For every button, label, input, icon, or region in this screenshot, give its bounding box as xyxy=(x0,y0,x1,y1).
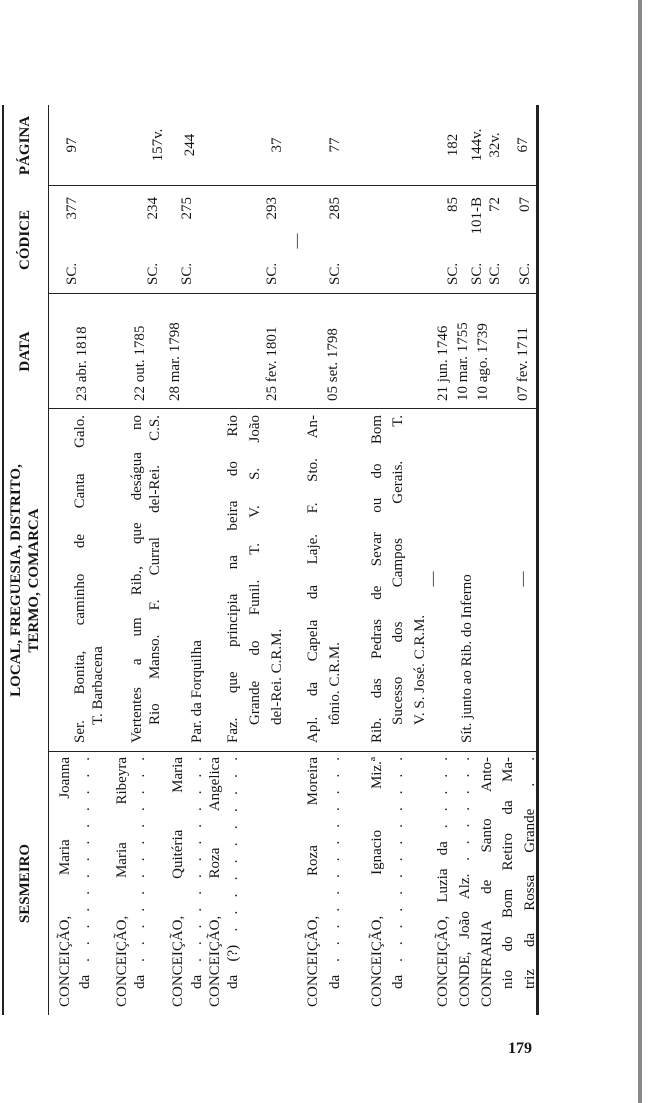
sesmeiro-cell-line: da (?) . . . . . . . . . . . xyxy=(225,757,241,989)
data-cell-line: 10 ago. 1739 xyxy=(475,323,491,401)
local-cell-line: — xyxy=(515,571,531,587)
page-number: 179 xyxy=(508,1040,532,1057)
header-local-line2: TERMO, COMARCA xyxy=(26,508,42,653)
sesmeiro-cell-line: CONDE, João Alz. . . . . . . . xyxy=(457,757,473,1007)
codice-cell-line xyxy=(326,197,344,285)
column-divider xyxy=(49,408,536,409)
data-cell-line: 25 fev. 1801 xyxy=(264,326,280,401)
local-cell-line: — xyxy=(425,571,441,587)
codice-number: 234 xyxy=(145,197,161,220)
codice-series: SC. xyxy=(145,262,161,285)
local-cell-line: Sít. junto ao Rib. do Inferno xyxy=(459,574,475,743)
codice-series: SC. xyxy=(64,262,80,285)
codice-cell-line xyxy=(144,197,162,285)
sesmeiro-cell-line: CONCEIÇÃO, Roza Angelica xyxy=(207,757,223,1007)
codice-number: 293 xyxy=(264,197,280,220)
local-cell-line: Par. da Forquilha xyxy=(189,640,205,743)
sesmeiro-cell-line: CONCEIÇÃO, Maria Ribeyra xyxy=(114,757,130,1007)
header-codice: CÓDICE xyxy=(17,210,33,271)
codice-series: SC. xyxy=(179,262,195,285)
codice-cell-line xyxy=(178,197,196,285)
sesmeiro-cell-line: CONCEIÇÃO, Luzia da . . . . . xyxy=(435,757,451,1007)
sesmeiro-cell-line: da . . . . . . . . . . . . . xyxy=(132,757,148,989)
header-data: DATA xyxy=(17,331,33,372)
codice-cell-line xyxy=(486,197,504,285)
column-divider xyxy=(49,751,536,752)
sesmeiro-cell-line: nio do Bom Retiro da Ma- xyxy=(500,757,516,989)
codice-cell-line xyxy=(468,197,486,285)
local-cell-line: Apl. da Capela da Laje. F. Sto. An- xyxy=(305,415,321,743)
header-sesmeiro: SESMEIRO xyxy=(17,843,33,924)
sesmeiro-cell-line: triz da Rossa Grande . . xyxy=(522,757,538,989)
data-cell-line: 21 jun. 1746 xyxy=(435,325,451,401)
codice-series: — xyxy=(289,233,305,249)
pagina-cell-line: 182 xyxy=(445,133,461,157)
sesmeiro-cell-line: CONCEIÇÃO, Ignacio Miz.ª xyxy=(369,757,385,1007)
pagina-cell-line: 77 xyxy=(327,137,343,153)
local-cell-line: Vertentes a um Rib., que deságua no xyxy=(129,415,145,743)
local-cell-line: Sucesso dos Campos Gerais. T. xyxy=(390,415,406,725)
codice-number: 101-B xyxy=(469,197,485,235)
pagina-cell-line: 97 xyxy=(64,137,80,153)
codice-cell-line xyxy=(288,197,306,285)
codice-number: 85 xyxy=(445,197,461,212)
sesmeiro-cell-line: CONCEIÇÃO, Maria Joanna xyxy=(57,757,73,1007)
data-cell-line: 07 fev. 1711 xyxy=(515,327,531,401)
codice-series: SC. xyxy=(469,262,485,285)
sesmeiro-cell-line: da . . . . . . . . . . . . . xyxy=(327,757,343,989)
pagina-cell-line: 37 xyxy=(269,137,285,153)
data-cell-line: 10 mar. 1755 xyxy=(455,322,471,401)
table-top-border xyxy=(2,105,4,1015)
header-bottom-rule xyxy=(48,105,49,1015)
sesmeiro-cell-line: CONCEIÇÃO, Roza Moreira xyxy=(305,757,321,1007)
codice-number: 285 xyxy=(327,197,343,220)
header-pagina: PÁGINA xyxy=(17,115,33,176)
header-local-line1: LOCAL, FREGUESIA, DISTRITO, xyxy=(8,464,24,697)
pagina-cell-line: 144v. xyxy=(469,128,485,162)
codice-series: SC. xyxy=(327,262,343,285)
local-cell-line: Rib. das Pedras de Sevar ou do Bom xyxy=(369,415,385,743)
local-cell-line: del-Rei. C.R.M. xyxy=(269,628,285,725)
sesmeiro-cell-line: da . . . . . . . . . . . . . xyxy=(77,757,93,989)
local-cell-line: Grande do Funil. T. V. S. João xyxy=(247,415,263,725)
sesmeiro-cell-line: CONFRARIA de Santo Anto- xyxy=(479,757,495,1007)
local-cell-line: T. Barbacena xyxy=(90,646,106,725)
pagina-cell-line: 244 xyxy=(182,133,198,157)
local-cell-line: Faz. que principia na beira do Rio xyxy=(225,415,241,743)
data-cell-line: 28 mar. 1798 xyxy=(167,322,183,401)
binding-edge xyxy=(638,0,642,1103)
column-divider xyxy=(49,185,536,186)
pagina-cell-line: 67 xyxy=(515,137,531,153)
sesmeiro-cell-line: CONCEIÇÃO, Quitéria Maria xyxy=(170,757,186,1007)
local-cell-line: tônio. C.R.M. xyxy=(327,642,343,725)
codice-series: SC. xyxy=(264,262,280,285)
codice-cell-line xyxy=(263,197,281,285)
codice-number: 07 xyxy=(517,197,533,212)
codice-cell-line xyxy=(63,197,81,285)
local-cell-line: Rio Manso. F. Curral del-Rei. C.S. xyxy=(147,415,163,725)
sesmarias-table xyxy=(0,105,542,1015)
data-cell-line: 23 abr. 1818 xyxy=(74,326,90,401)
local-cell-line: Ser. Bonita, caminho de Canta Galo. xyxy=(72,415,88,743)
codice-number: 72 xyxy=(487,197,503,212)
local-cell-line: V. S. José. C.R.M. xyxy=(412,614,428,725)
pagina-cell-line: 157v. xyxy=(150,128,166,162)
codice-series: SC. xyxy=(517,262,533,285)
data-cell-line: 05 set. 1798 xyxy=(325,328,341,401)
sesmeiro-cell-line: da . . . . . . . . . . . . . xyxy=(390,757,406,989)
codice-number: 275 xyxy=(179,197,195,220)
codice-number: 377 xyxy=(64,197,80,220)
codice-series: SC. xyxy=(487,262,503,285)
data-cell-line: 22 out. 1785 xyxy=(132,325,148,401)
codice-cell-line xyxy=(516,197,534,285)
column-divider xyxy=(49,293,536,294)
pagina-cell-line: 32v. xyxy=(487,132,503,158)
codice-series: SC. xyxy=(445,262,461,285)
codice-cell-line xyxy=(444,197,462,285)
sesmeiro-cell-line: da . . . . . . . . . . . . . xyxy=(189,757,205,989)
